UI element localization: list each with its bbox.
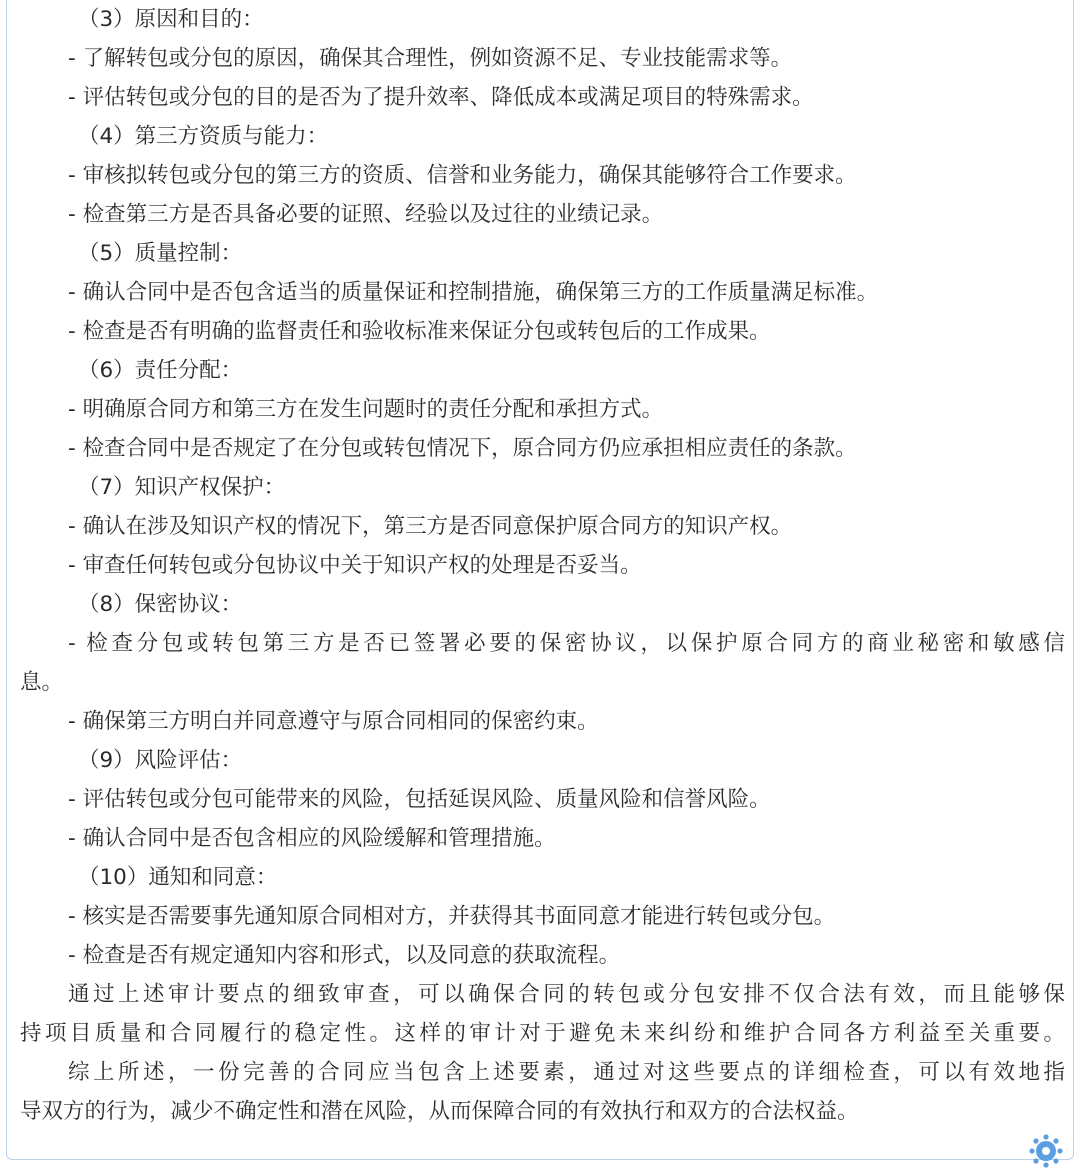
bullet-item: - 检查合同中是否规定了在分包或转包情况下，原合同方仍应承担相应责任的条款。	[68, 436, 857, 461]
bullet-item: - 审核拟转包或分包的第三方的资质、信誉和业务能力，确保其能够符合工作要求。	[68, 163, 857, 188]
section-heading: （9）风险评估：	[78, 748, 243, 773]
bullet-item: - 确保第三方明白并同意遵守与原合同相同的保密约束。	[68, 709, 599, 734]
paragraph-line: 持项目质量和合同履行的稳定性。这样的审计对于避免未来纠纷和维护合同各方利益至关重要。	[20, 1021, 1065, 1046]
paragraph-line: 综上所述，一份完善的合同应当包含上述要素，通过对这些要点的详细检查，可以有效地指	[68, 1060, 1065, 1085]
section-heading: （7）知识产权保护：	[78, 475, 286, 500]
bullet-item: - 明确原合同方和第三方在发生问题时的责任分配和承担方式。	[68, 397, 664, 422]
section-heading: （5）质量控制：	[78, 241, 243, 266]
bullet-item: - 检查分包或转包第三方是否已签署必要的保密协议，以保护原合同方的商业秘密和敏感信	[68, 631, 1065, 656]
bullet-item: - 检查是否有明确的监督责任和验收标准来保证分包或转包后的工作成果。	[68, 319, 771, 344]
bullet-item: - 评估转包或分包可能带来的风险，包括延误风险、质量风险和信誉风险。	[68, 787, 771, 812]
snowflake-icon	[1028, 1133, 1064, 1169]
article-body	[20, 0, 1065, 1131]
bullet-item: - 评估转包或分包的目的是否为了提升效率、降低成本或满足项目的特殊需求。	[68, 85, 814, 110]
section-heading: （3）原因和目的：	[78, 7, 264, 32]
bullet-item: - 了解转包或分包的原因，确保其合理性，例如资源不足、专业技能需求等。	[68, 46, 793, 71]
bullet-item: - 确认合同中是否包含适当的质量保证和控制措施，确保第三方的工作质量满足标准。	[68, 280, 879, 305]
bullet-item: - 确认在涉及知识产权的情况下，第三方是否同意保护原合同方的知识产权。	[68, 514, 793, 539]
paragraph-line: 息。	[20, 670, 64, 695]
bullet-item: - 检查第三方是否具备必要的证照、经验以及过往的业绩记录。	[68, 202, 664, 227]
section-heading: （8）保密协议：	[78, 592, 243, 617]
paragraph-line: 通过上述审计要点的细致审查，可以确保合同的转包或分包安排不仅合法有效，而且能够保	[68, 982, 1065, 1007]
bullet-item: - 审查任何转包或分包协议中关于知识产权的处理是否妥当。	[68, 553, 642, 578]
section-heading: （10）通知和同意：	[78, 865, 278, 890]
bullet-item: - 核实是否需要事先通知原合同相对方，并获得其书面同意才能进行转包或分包。	[68, 904, 836, 929]
section-heading: （6）责任分配：	[78, 358, 243, 383]
bullet-item: - 检查是否有规定通知内容和形式，以及同意的获取流程。	[68, 943, 621, 968]
paragraph-line: 导双方的行为，减少不确定性和潜在风险，从而保障合同的有效执行和双方的合法权益。	[20, 1099, 859, 1124]
section-heading: （4）第三方资质与能力：	[78, 124, 329, 149]
bullet-item: - 确认合同中是否包含相应的风险缓解和管理措施。	[68, 826, 556, 851]
